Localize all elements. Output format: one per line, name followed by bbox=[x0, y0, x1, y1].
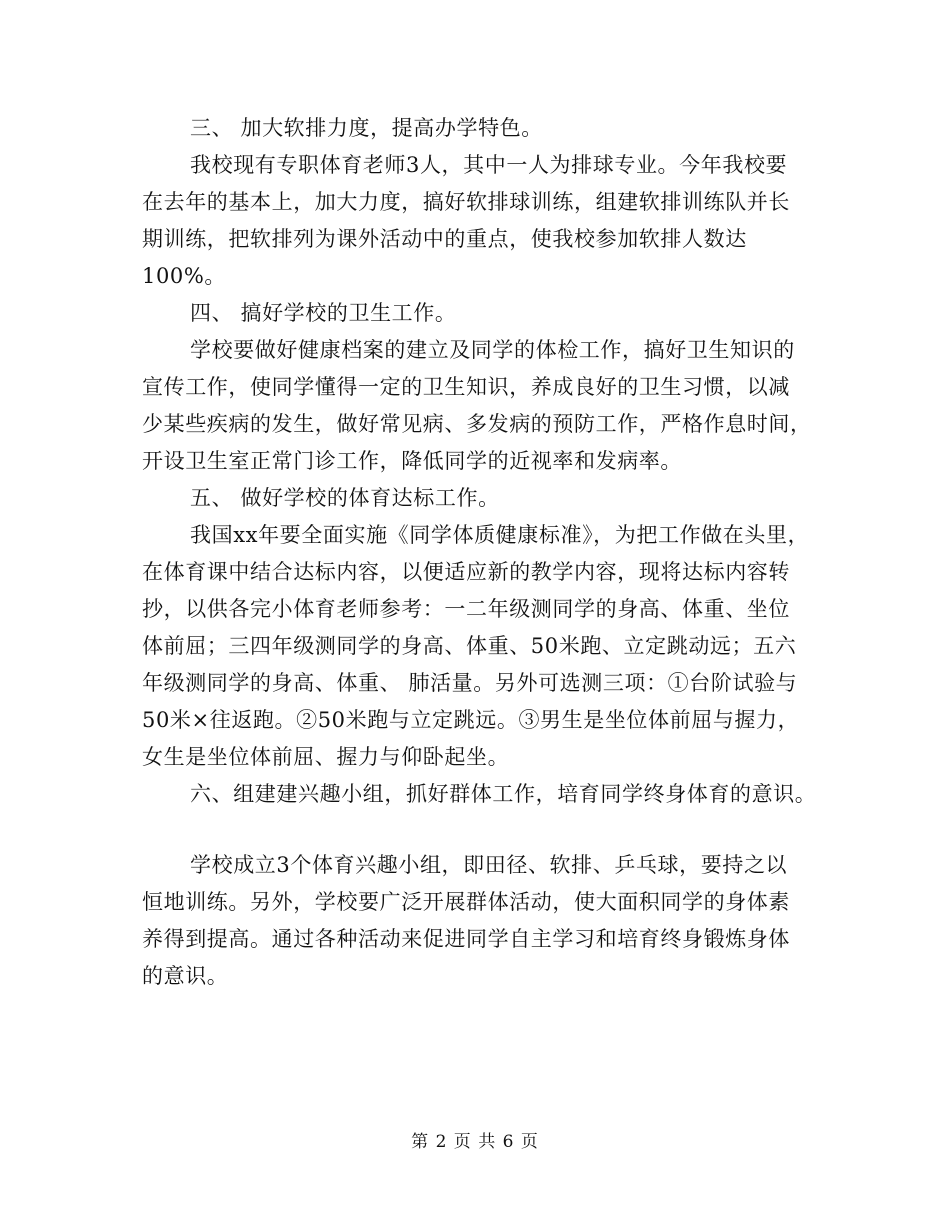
paragraph-line: 50米×往返跑。②50米跑与立定跳远。③男生是坐位体前屈与握力， bbox=[142, 708, 800, 732]
paragraph-line: 少某些疾病的发生，做好常见病、多发病的预防工作，严格作息时间， bbox=[142, 412, 812, 436]
paragraph-line: 在体育课中结合达标内容，以便适应新的教学内容，现将达标内容转 bbox=[142, 560, 790, 584]
paragraph-line: 年级测同学的身高、体重、 肺活量。另外可选测三项：①台阶试验与 bbox=[142, 671, 798, 695]
page-footer: 第 2 页 共 6 页 bbox=[411, 1132, 539, 1152]
paragraph-line: 抄，以供各完小体育老师参考：一二年级测同学的身高、体重、坐位 bbox=[142, 597, 790, 621]
paragraph-line: 在去年的基本上，加大力度，搞好软排球训练，组建软排训练队并长 bbox=[142, 190, 790, 214]
heading-section-6: 六、组建建兴趣小组，抓好群体工作，培育同学终身体育的意识。 bbox=[190, 782, 817, 806]
paragraph-line: 宣传工作，使同学懂得一定的卫生知识，养成良好的卫生习惯，以减 bbox=[142, 375, 790, 399]
heading-section-5: 五、 做好学校的体育达标工作。 bbox=[190, 486, 500, 510]
paragraph-line: 开设卫生室正常门诊工作，降低同学的近视率和发病率。 bbox=[142, 449, 682, 473]
paragraph-line: 我校现有专职体育老师3人，其中一人为排球专业。今年我校要 bbox=[190, 153, 788, 177]
paragraph-line: 我国xx年要全面实施《同学体质健康标准》，为把工作做在头里， bbox=[190, 523, 810, 547]
paragraph-line: 100%。 bbox=[142, 264, 227, 288]
paragraph-line: 学校要做好健康档案的建立及同学的体检工作，搞好卫生知识的 bbox=[190, 338, 795, 362]
heading-section-3: 三、 加大软排力度，提高办学特色。 bbox=[190, 116, 543, 140]
paragraph-line: 恒地训练。另外，学校要广泛开展群体活动，使大面积同学的身体素 bbox=[142, 890, 790, 914]
heading-section-4: 四、 搞好学校的卫生工作。 bbox=[190, 301, 457, 325]
paragraph-line: 女生是坐位体前屈、握力与仰卧起坐。 bbox=[142, 745, 510, 769]
paragraph-line: 学校成立3个体育兴趣小组，即田径、软排、乒乓球，要持之以 bbox=[190, 853, 788, 877]
paragraph-line: 体前屈；三四年级测同学的身高、体重、50米跑、立定跳动远；五六 bbox=[142, 634, 797, 658]
paragraph-line: 期训练，把软排列为课外活动中的重点，使我校参加软排人数达 bbox=[142, 227, 747, 251]
paragraph-line: 养得到提高。通过各种活动来促进同学自主学习和培育终身锻炼身体 bbox=[142, 927, 790, 951]
paragraph-line: 的意识。 bbox=[142, 964, 229, 988]
